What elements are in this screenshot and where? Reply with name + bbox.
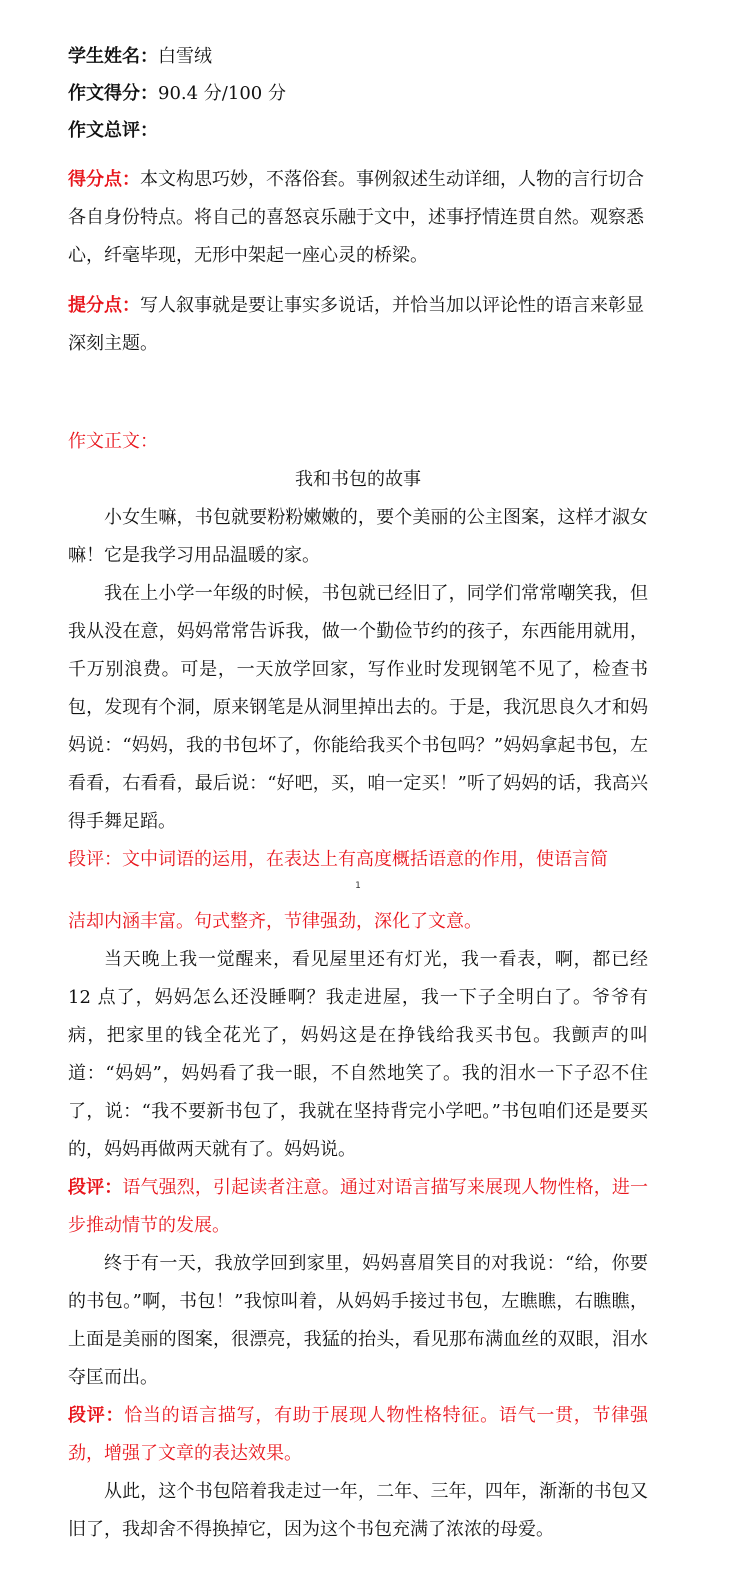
improve-text: 写人叙事就是要让事实多说话，并恰当加以评论性的语言来彰显深刻主题。 — [68, 295, 644, 354]
essay-paragraph-3: 当天晚上我一觉醒来，看见屋里还有灯光，我一看表，啊，都已经 12 点了，妈妈怎么还没睡啊？我走进屋，我一下子全明白了。爷爷有病，把家里的钱全花光了，妈妈这是在挣钱给我买书包。我颤声的叫道：“妈妈”，妈妈看了我一眼，不自然地笑了。我的泪水一下子忍不住了，说：“我不要新书包了，我就在坚持背完小学吧。”书包咱们还是要买的，妈妈再做两天就有了。妈妈说。 — [68, 949, 648, 1160]
paragraph-comment-1-top — [68, 841, 648, 879]
paragraph-comment-2 — [68, 1169, 648, 1245]
review-label: 作文总评： — [68, 120, 158, 141]
score-value: 90.4 分/100 分 — [158, 83, 286, 104]
essay-title: 我和书包的故事 — [295, 469, 421, 490]
document-page — [68, 38, 648, 1549]
strengths-label: 得分点： — [68, 169, 140, 190]
paragraph-comment-label: 段评： — [68, 849, 122, 870]
essay-section-label: 作文正文： — [68, 431, 158, 452]
page-break — [68, 879, 648, 903]
essay-paragraph-5: 从此，这个书包陪着我走过一年，二年、三年，四年，渐渐的书包又旧了，我却舍不得换掉它，因为这个书包充满了浓浓的母爱。 — [68, 1481, 648, 1540]
paragraph-comment-text: 文中词语的运用，在表达上有高度概括语意的作用，使语言简 — [122, 849, 608, 870]
strengths-text: 本文构思巧妙，不落俗套。事例叙述生动详细，人物的言行切合各自身份特点。将自己的喜怒哀乐融于文中，述事抒情连贯自然。观察悉心，纤毫毕现，无形中架起一座心灵的桥梁。 — [68, 169, 644, 266]
paragraph-comment-text: 语气强烈，引起读者注意。通过对语言描写来展现人物性格，进一步推动情节的发展。 — [68, 1177, 649, 1236]
improve-section — [68, 287, 648, 363]
essay-paragraph-4: 终于有一天，我放学回到家里，妈妈喜眉笑目的对我说：“给，你要的书包。”啊，书包！”我惊叫着，从妈妈手接过书包，左瞧瞧，右瞧瞧，上面是美丽的图案，很漂亮，我猛的抬头，看见那布满血丝的双眼，泪水夺匡而出。 — [68, 1253, 648, 1388]
essay-paragraph-1: 小女生嘛，书包就要粉粉嫩嫩的，要个美丽的公主图案，这样才淑女嘛！它是我学习用品温暖的家。 — [68, 507, 648, 566]
student-name-label: 学生姓名： — [68, 46, 158, 67]
essay-paragraph-2: 我在上小学一年级的时候，书包就已经旧了，同学们常常嘲笑我，但我从没在意，妈妈常常告诉我，做一个勤俭节约的孩子，东西能用就用，千万别浪费。可是，一天放学回家，写作业时发现钢笔不见了，检查书包，发现有个洞，原来钢笔是从洞里掉出去的。于是，我沉思良久才和妈妈说：“妈妈，我的书包坏了，你能给我买个书包吗？”妈妈拿起书包，左看看，右看看，最后说：“好吧，买，咱一定买！”听了妈妈的话，我高兴得手舞足蹈。 — [68, 583, 648, 832]
paragraph-comment-label: 段评： — [68, 1177, 123, 1198]
paragraph-comment-text: 恰当的语言描写，有助于展现人物性格特征。语气一贯，节律强劲，增强了文章的表达效果。 — [68, 1405, 649, 1464]
paragraph-comment-label: 段评： — [68, 1405, 125, 1426]
review-heading-line — [68, 112, 648, 149]
score-label: 作文得分： — [68, 83, 158, 104]
improve-label: 提分点： — [68, 295, 140, 316]
student-name-line — [68, 38, 648, 75]
paragraph-comment-3 — [68, 1397, 648, 1473]
score-line — [68, 75, 648, 112]
student-name-value: 白雪绒 — [158, 46, 212, 67]
strengths-section — [68, 161, 648, 275]
page-number: 1 — [355, 881, 361, 891]
paragraph-comment-1-bottom: 洁却内涵丰富。句式整齐，节律强劲，深化了文意。 — [68, 911, 482, 932]
